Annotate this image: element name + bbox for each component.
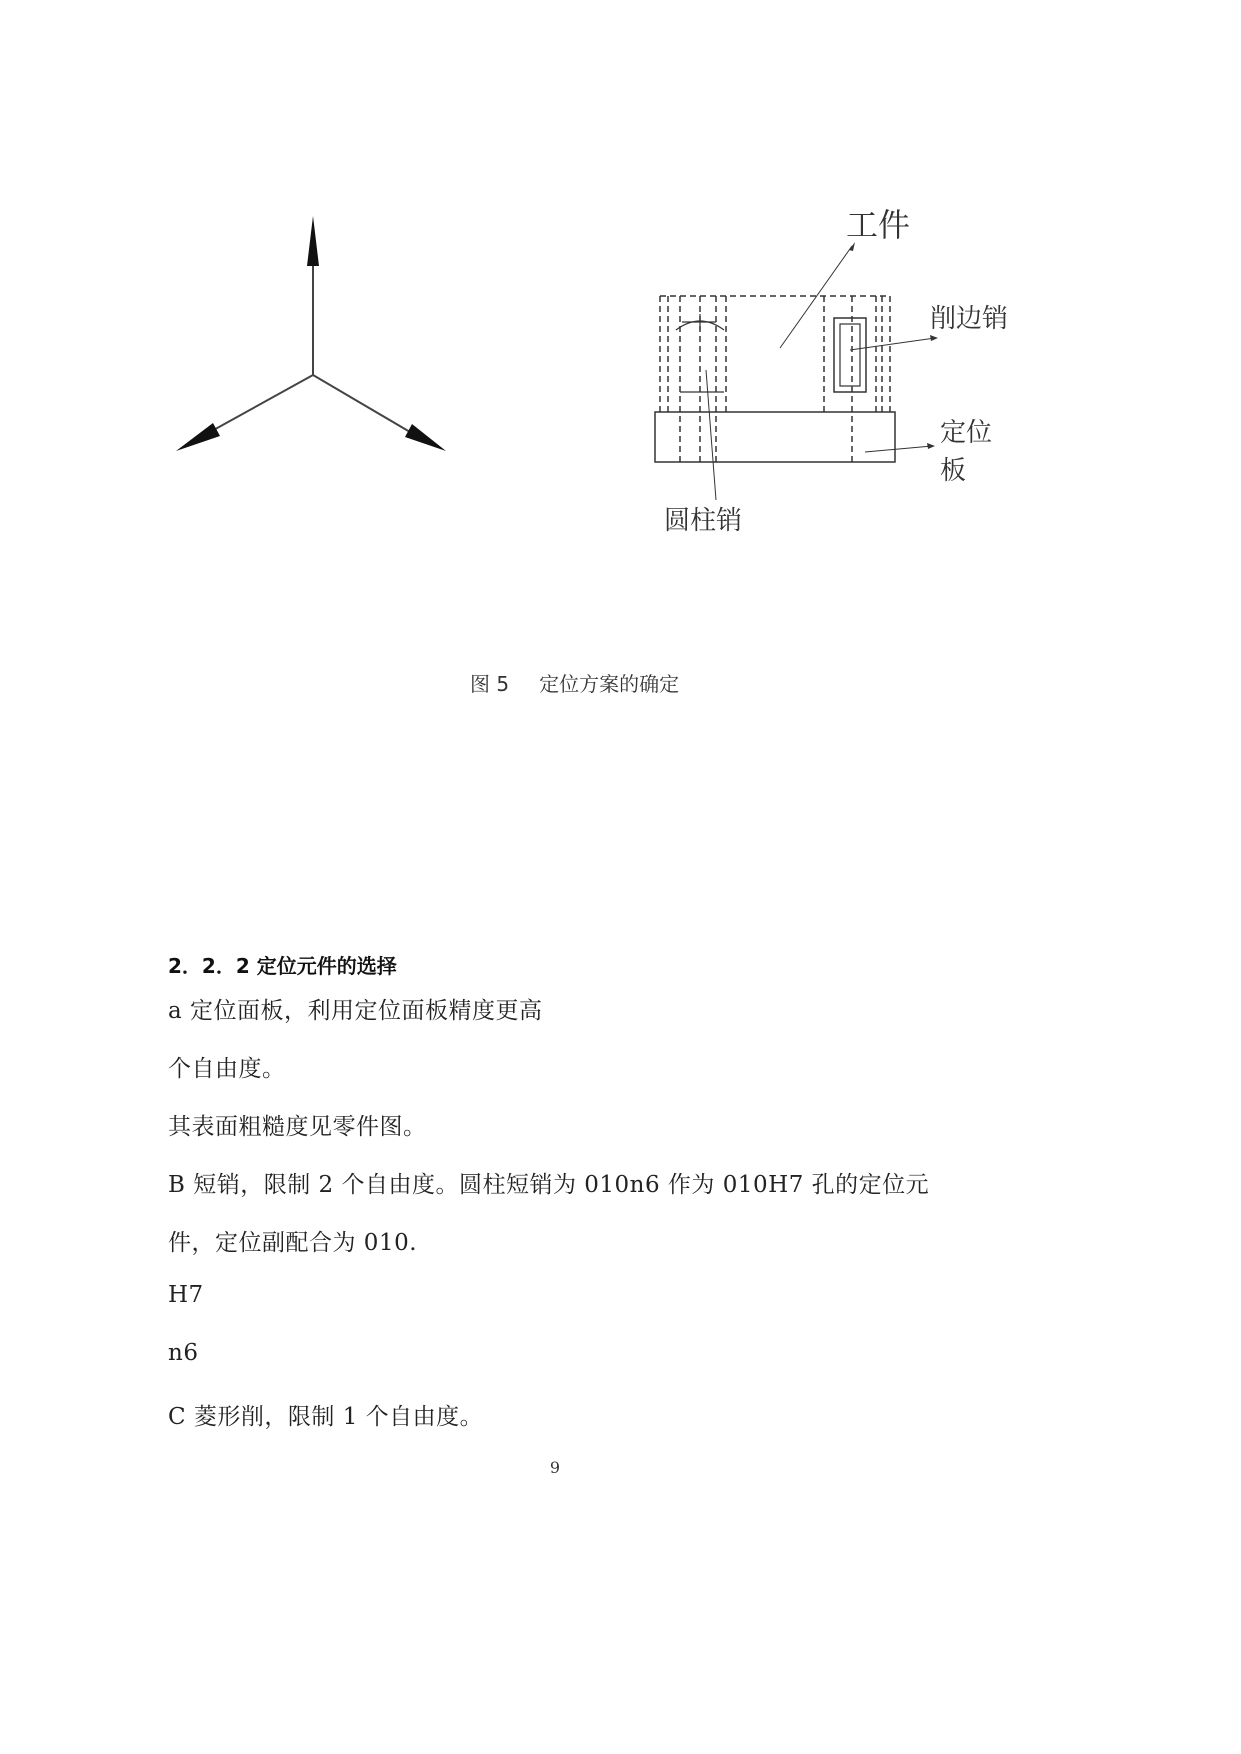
label-workpiece: 工件 xyxy=(846,206,911,244)
label-locating-plate-line1: 定位 xyxy=(940,418,993,448)
figure-caption xyxy=(470,668,679,697)
page-number: 9 xyxy=(549,1458,561,1477)
workpiece-outline xyxy=(660,296,890,412)
diamond-pin-rect-outer xyxy=(834,318,866,392)
locating-plate-shape xyxy=(655,412,895,462)
paragraph-line: B 短销，限制 2 个自由度。圆柱短销为 010n6 作为 010H7 孔的定位元 xyxy=(168,1172,930,1198)
paragraph-line: 个自由度。 xyxy=(168,1056,286,1082)
axis-left-line xyxy=(210,375,313,432)
leader-cylinder-pin xyxy=(706,370,716,500)
leader-workpiece xyxy=(780,246,852,348)
diamond-pin-rect-inner xyxy=(840,324,860,386)
paragraph-line: C 菱形削，限制 1 个自由度。 xyxy=(168,1404,484,1430)
diamond-pin-outline xyxy=(824,296,876,462)
caption-title: 定位方案的确定 xyxy=(539,672,680,696)
axis-right-line xyxy=(313,375,410,432)
paragraph-line: H7 xyxy=(168,1282,204,1308)
fixture-drawing xyxy=(655,242,938,500)
section-heading: 2．2．2 定位元件的选择 xyxy=(168,954,397,978)
paragraph-line: a 定位面板，利用定位面板精度更高 xyxy=(168,998,543,1024)
label-cylinder-pin: 圆柱销 xyxy=(664,506,743,536)
paragraph-line: 件，定位副配合为 010. xyxy=(168,1230,418,1256)
leader-plate xyxy=(865,446,932,452)
leader-diamond-pin xyxy=(850,338,935,350)
axis-symbol xyxy=(176,216,446,451)
axis-right-arrowhead xyxy=(405,424,446,451)
axis-up-arrowhead xyxy=(307,216,319,266)
label-diamond-pin: 削边销 xyxy=(930,304,1009,334)
axis-left-arrowhead xyxy=(176,423,220,451)
label-locating-plate-line2: 板 xyxy=(940,456,967,486)
paragraph-line: n6 xyxy=(168,1340,199,1366)
caption-number: 图 5 xyxy=(470,672,510,696)
figure-5 xyxy=(0,0,1110,640)
paragraph-line: 其表面粗糙度见零件图。 xyxy=(168,1114,427,1140)
